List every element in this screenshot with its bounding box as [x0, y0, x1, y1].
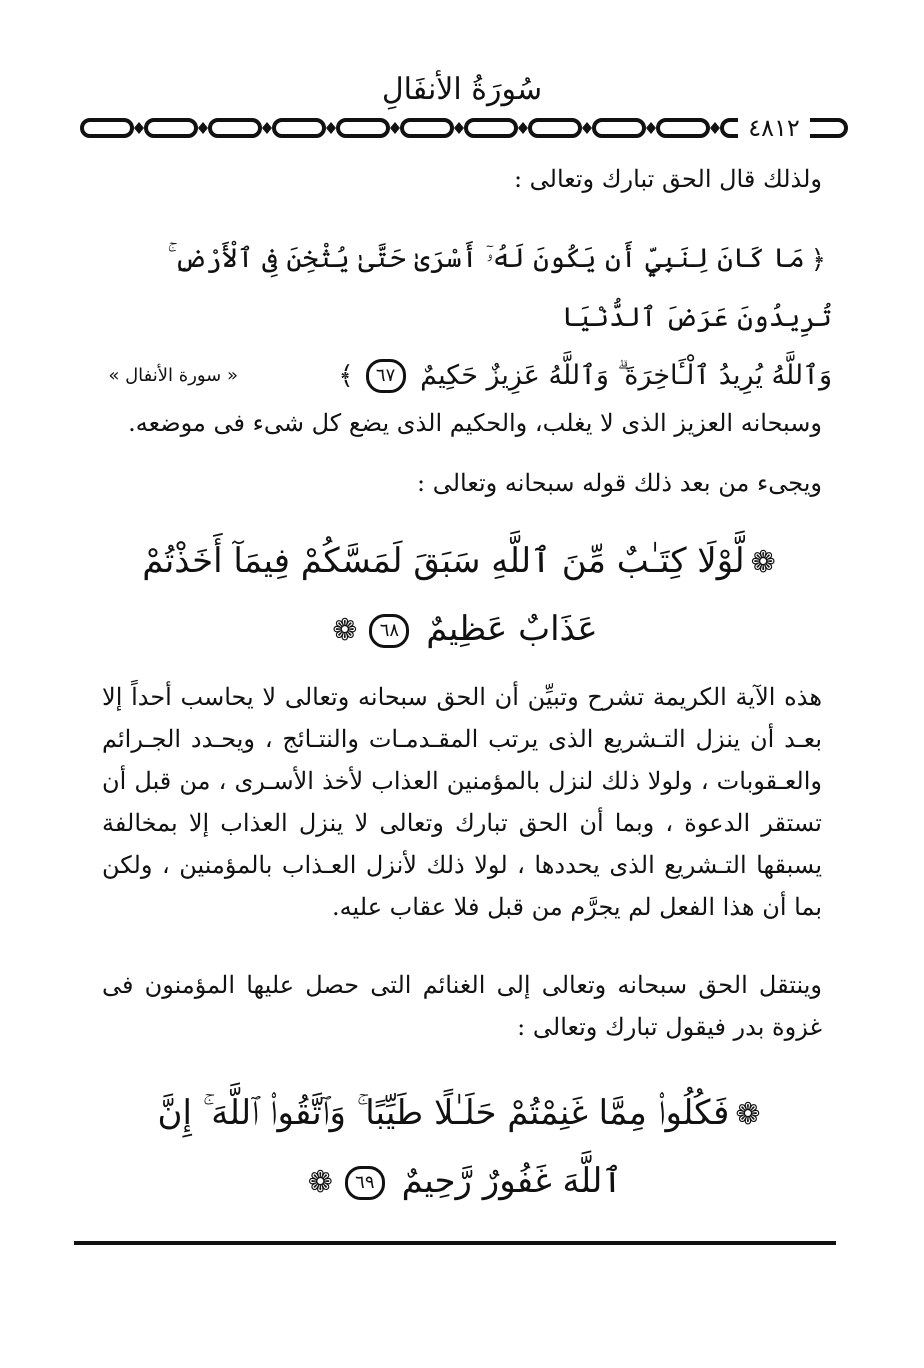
commentary-paragraph-2: هذه الآية الكريمة تشرح وتبيِّن أن الحق سبحانه وتعالى لا يحاسب أحداً إلا بعـد أن ينزل التـشريع الذى يرتب المقـدمـات والنتـائج ، ويحـدد الجـرائم والعـقوبات ، ولولا ذلك لنزل بالمؤمنين العذاب لأخذ الأسـرى ، من قبل أن تستقر الدعوة ، وبما أن الحق تبارك وتعالى لا ينزل العذاب إلا بمخالفة يسبقها التـشريع الذى يحددها ، لولا ذلك لأنزل العـذاب بالمؤمنين ، ولكن بما أن هذا الفعل لم يجرَّم من قبل فلا عقاب عليه. [102, 683, 822, 921]
verse-68-line-2 [0, 596, 924, 664]
verse-open-bracket: ﴿ [810, 244, 826, 275]
header-ornamental-rule [80, 114, 850, 144]
ayah-number-68: ٦٨ [369, 614, 409, 648]
surah-title: سُورَةُ الأنفَالِ [381, 72, 543, 107]
verse-69-text-2: ٱللَّهَ غَفُورٌ رَّحِيمٌ [401, 1161, 623, 1201]
verse-69-line-2 [0, 1148, 924, 1216]
ayah-number-69: ٦٩ [345, 1166, 385, 1200]
verse-69-line-1 [0, 1080, 924, 1148]
verse-67-text-2: وَٱللَّهُ يُرِيدُ ٱلْـَٔاخِرَةَ ۗ وَٱللَّهُ عَزِيزٌ حَكِيمٌ [420, 359, 832, 391]
verse-67-text-1: مَا كَانَ لِنَبِيٍّ أَن يَكُونَ لَهُۥٓ أَسْرَىٰ حَتَّىٰ يُثْخِنَ فِى ٱلْأَرْضِ ۚ تُرِيدُونَ عَرَضَ ٱلدُّنْيَا [167, 243, 832, 333]
source-label: « سورة الأنفال » [108, 365, 238, 386]
page-number: ٤٨١٢ [738, 112, 810, 144]
verse-68-text-2: عَذَابٌ عَظِيمٌ [426, 609, 598, 649]
intro-text-1: ولذلك قال الحق تبارك وتعالى : [513, 165, 822, 193]
commentary-paragraph-1: وسبحانه العزيز الذى لا يغلب، والحكيم الذى يضع كل شىء فى موضعه. [128, 409, 822, 437]
verse-68-text-1: لَّوْلَا كِتَـٰبٌ مِّنَ ٱللَّهِ سَبَقَ لَمَسَّكُمْ فِيمَآ أَخَذْتُمْ [142, 541, 745, 581]
chain-ornament-icon [80, 114, 850, 144]
verse-close-bracket: ﴾ [338, 361, 354, 391]
verse-open-ornament-icon: ❁ [735, 1097, 761, 1132]
verse-open-ornament-icon: ❁ [750, 545, 776, 580]
verse-68-line-1 [0, 528, 924, 596]
ayah-number-67: ٦٧ [366, 359, 406, 393]
commentary-paragraph-3: وينتقل الحق سبحانه وتعالى إلى الغنائم التى حصل عليها المؤمنون فى غزوة بدر فيقول تبارك وتعالى : [102, 971, 823, 1041]
verse-close-ornament-icon: ❁ [332, 613, 358, 648]
verse-69-text-1: فَكُلُوا۟ مِمَّا غَنِمْتُمْ حَلَـٰلًا طَيِّبًا ۚ وَٱتَّقُوا۟ ٱللَّهَ ۚ إِنَّ [157, 1093, 730, 1133]
intro-text-2: ويجىء من بعد ذلك قوله سبحانه وتعالى : [417, 469, 822, 497]
verse-69 [0, 1080, 924, 1216]
verse-68 [0, 528, 924, 664]
footer-rule [74, 1241, 836, 1245]
verse-close-ornament-icon: ❁ [307, 1165, 333, 1200]
verse-67-line-1 [92, 230, 832, 347]
